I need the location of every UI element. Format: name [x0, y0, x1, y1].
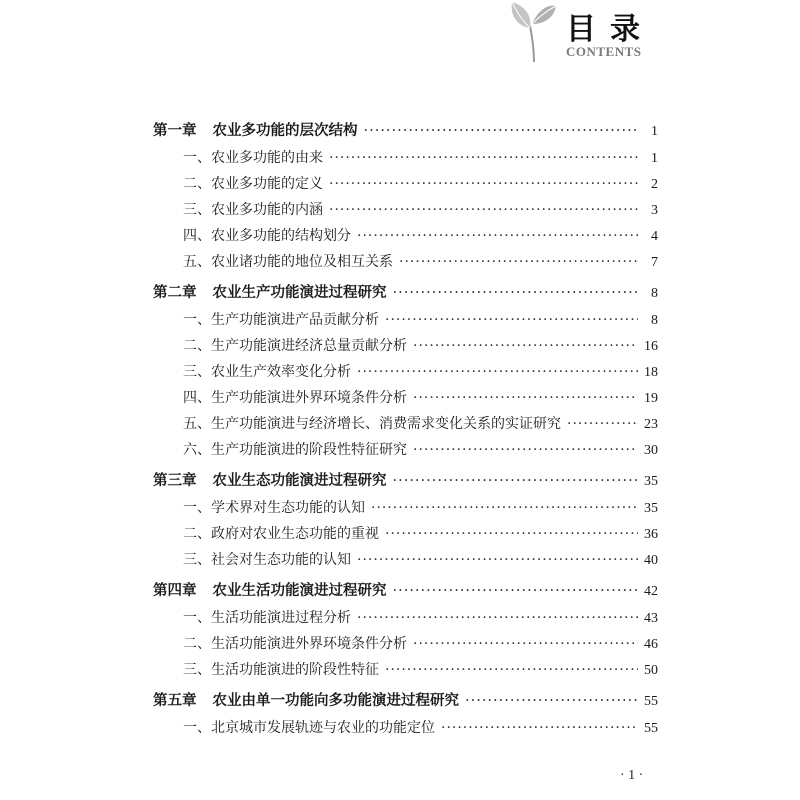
- toc-section-entry[interactable]: [153, 715, 658, 741]
- section-title: 一、学术界对生态功能的认知: [183, 500, 365, 516]
- toc-section-entry[interactable]: [153, 437, 658, 463]
- dot-leader: [357, 223, 638, 249]
- toc-page-number: 18: [644, 365, 658, 380]
- toc-chapter-entry[interactable]: [153, 686, 658, 715]
- chapter-title: 农业多功能的层次结构: [212, 122, 358, 139]
- leaf-icon: [508, 0, 558, 62]
- toc-page-number: 46: [644, 637, 658, 652]
- dot-leader: [364, 117, 639, 146]
- dot-leader: [393, 279, 639, 308]
- toc-page-number: 19: [644, 391, 658, 406]
- toc-chapter-entry[interactable]: [153, 116, 658, 145]
- toc-section-entry[interactable]: [153, 359, 658, 385]
- dot-leader: [441, 715, 638, 741]
- dot-leader: [399, 249, 638, 275]
- toc-section-entry[interactable]: [153, 385, 658, 411]
- dot-leader: [413, 631, 638, 657]
- toc-page-number: 2: [651, 177, 658, 192]
- toc-page-number: 42: [644, 584, 658, 599]
- toc-section-entry[interactable]: [153, 495, 658, 521]
- toc-chapter-entry[interactable]: [153, 466, 658, 495]
- dot-leader: [385, 307, 638, 333]
- toc-page-number: 36: [644, 527, 658, 542]
- toc-page-number: 4: [651, 229, 658, 244]
- chapter-number: 第三章: [153, 472, 197, 489]
- toc-page-number: 1: [651, 151, 658, 166]
- dot-leader: [371, 495, 638, 521]
- section-title: 四、农业多功能的结构划分: [183, 228, 351, 244]
- section-title: 二、生活功能演进外界环境条件分析: [183, 636, 407, 652]
- dot-leader: [393, 467, 639, 496]
- toc-page-number: 40: [644, 553, 658, 568]
- toc-page-number: 16: [644, 339, 658, 354]
- chapter-number: 第五章: [153, 692, 197, 709]
- page-title: 目录: [566, 12, 654, 47]
- section-title: 二、农业多功能的定义: [183, 176, 323, 192]
- toc-section-entry[interactable]: [153, 547, 658, 573]
- chapter-title: 农业生态功能演进过程研究: [212, 472, 387, 489]
- section-title: 三、生活功能演进的阶段性特征: [183, 662, 379, 678]
- section-title: 一、农业多功能的由来: [183, 150, 323, 166]
- dot-leader: [357, 605, 638, 631]
- toc-section-entry[interactable]: [153, 197, 658, 223]
- toc-page-number: 23: [644, 417, 658, 432]
- chapter-title: 农业生活功能演进过程研究: [212, 582, 387, 599]
- toc-page-number: 43: [644, 611, 658, 626]
- page-subtitle: CONTENTS: [566, 44, 642, 59]
- section-title: 三、农业多功能的内涵: [183, 202, 323, 218]
- toc-page-number: 55: [644, 721, 658, 736]
- dot-leader: [413, 437, 638, 463]
- dot-leader: [385, 657, 638, 683]
- dot-leader: [465, 687, 638, 716]
- toc-page-number: 35: [644, 474, 658, 489]
- section-title: 六、生产功能演进的阶段性特征研究: [183, 442, 407, 458]
- dot-leader: [413, 333, 638, 359]
- section-title: 一、生活功能演进过程分析: [183, 610, 351, 626]
- dot-leader: [393, 577, 639, 606]
- toc-page-number: 7: [651, 255, 658, 270]
- toc-page-number: 1: [651, 124, 658, 139]
- toc-section-entry[interactable]: [153, 657, 658, 683]
- dot-leader: [329, 171, 638, 197]
- page-number: · 1 ·: [620, 768, 644, 783]
- section-title: 三、社会对生态功能的认知: [183, 552, 351, 568]
- toc-section-entry[interactable]: [153, 521, 658, 547]
- section-title: 二、生产功能演进经济总量贡献分析: [183, 338, 407, 354]
- toc-section-entry[interactable]: [153, 145, 658, 171]
- dot-leader: [567, 411, 638, 437]
- toc-page-number: 8: [651, 286, 658, 301]
- dot-leader: [329, 197, 638, 223]
- toc-page-number: 50: [644, 663, 658, 678]
- section-title: 四、生产功能演进外界环境条件分析: [183, 390, 407, 406]
- dot-leader: [357, 547, 638, 573]
- toc-page-number: 55: [644, 694, 658, 709]
- dot-leader: [357, 359, 638, 385]
- chapter-title: 农业生产功能演进过程研究: [212, 284, 387, 301]
- toc-page-number: 3: [651, 203, 658, 218]
- toc-section-entry[interactable]: [153, 631, 658, 657]
- page-header: [0, 0, 800, 90]
- chapter-title: 农业由单一功能向多功能演进过程研究: [212, 692, 459, 709]
- toc-chapter-entry[interactable]: [153, 278, 658, 307]
- toc-chapter-entry[interactable]: [153, 576, 658, 605]
- toc-page-number: 30: [644, 443, 658, 458]
- toc-section-entry[interactable]: [153, 333, 658, 359]
- dot-leader: [413, 385, 638, 411]
- section-title: 二、政府对农业生态功能的重视: [183, 526, 379, 542]
- toc-section-entry[interactable]: [153, 223, 658, 249]
- section-title: 一、北京城市发展轨迹与农业的功能定位: [183, 720, 435, 736]
- toc-section-entry[interactable]: [153, 307, 658, 333]
- toc-page-number: 8: [651, 313, 658, 328]
- dot-leader: [329, 145, 638, 171]
- toc-page-number: 35: [644, 501, 658, 516]
- chapter-number: 第一章: [153, 122, 197, 139]
- toc-section-entry[interactable]: [153, 171, 658, 197]
- toc-section-entry[interactable]: [153, 605, 658, 631]
- section-title: 三、农业生产效率变化分析: [183, 364, 351, 380]
- toc-section-entry[interactable]: [153, 411, 658, 437]
- dot-leader: [385, 521, 638, 547]
- chapter-number: 第二章: [153, 284, 197, 301]
- toc-section-entry[interactable]: [153, 249, 658, 275]
- section-title: 一、生产功能演进产品贡献分析: [183, 312, 379, 328]
- section-title: 五、农业诸功能的地位及相互关系: [183, 254, 393, 270]
- chapter-number: 第四章: [153, 582, 197, 599]
- table-of-contents: [153, 116, 658, 741]
- section-title: 五、生产功能演进与经济增长、消费需求变化关系的实证研究: [183, 416, 561, 432]
